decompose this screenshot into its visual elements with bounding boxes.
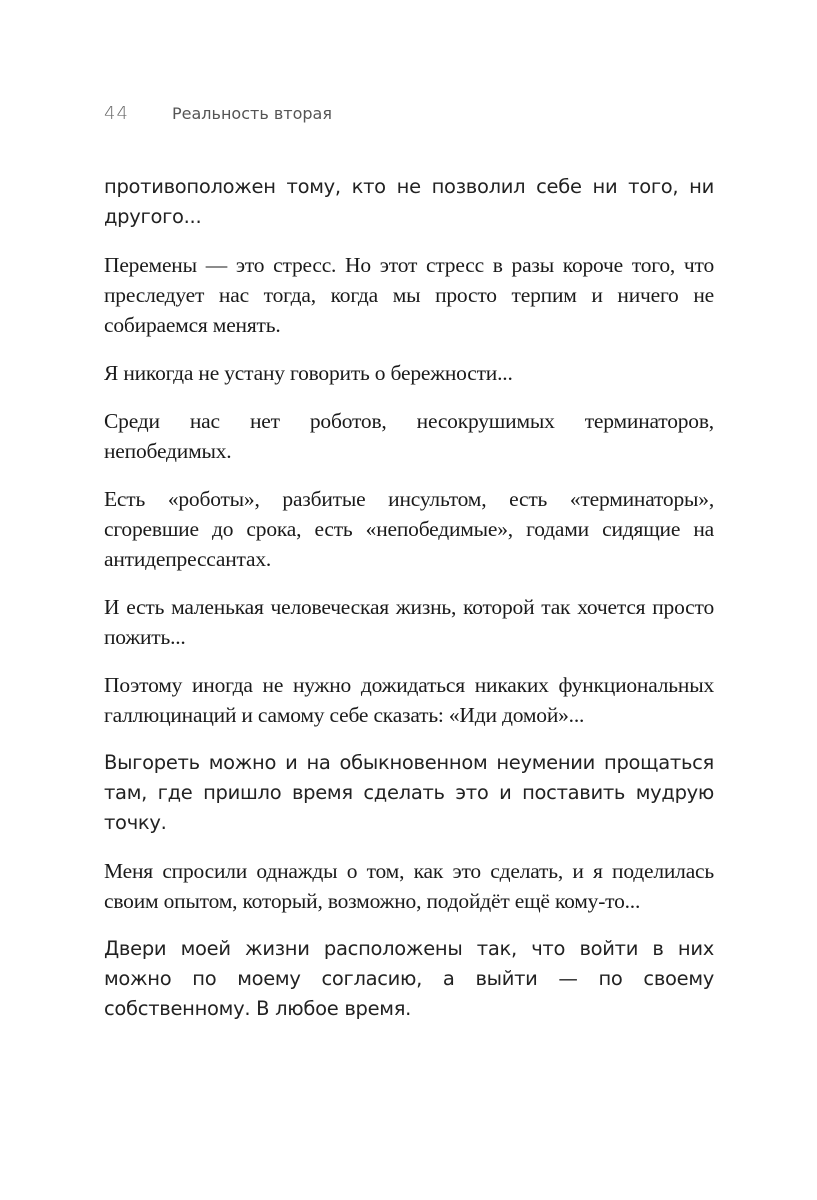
page-number: 44 bbox=[104, 103, 129, 124]
paragraph: Выгореть можно и на обыкновенном неумении прощаться там, где пришло время сделать это и поставить мудрую точку. bbox=[104, 751, 714, 834]
running-title: Реальность вторая bbox=[172, 104, 332, 123]
paragraph: Есть «роботы», разбитые инсультом, есть «терминаторы», сгоревшие до срока, есть «непобедимые», годами сидящие на антидепрессантах. bbox=[104, 487, 714, 571]
paragraph: Я никогда не устану говорить о бережности... bbox=[104, 361, 513, 385]
body-text bbox=[104, 172, 714, 1042]
paragraph: Двери моей жизни расположены так, что войти в них можно по моему согласию, а выйти — по своему собственному. В любое время. bbox=[104, 937, 714, 1020]
paragraph: противоположен тому, кто не позволил себе ни того, ни другого... bbox=[104, 175, 714, 228]
paragraph: Меня спросили однажды о том, как это сделать, и я поделилась своим опытом, который, возможно, подойдёт ещё кому-то... bbox=[104, 859, 714, 913]
paragraph: Поэтому иногда не нужно дожидаться никаких функциональных галлюцинаций и самому себе сказать: «Иди домой»... bbox=[104, 673, 714, 727]
paragraph: Перемены — это стресс. Но этот стресс в разы короче того, что преследует нас тогда, когда мы просто терпим и ничего не собираемся менять. bbox=[104, 253, 714, 337]
paragraph: Среди нас нет роботов, несокрушимых терминаторов, непобедимых. bbox=[104, 409, 714, 463]
running-head bbox=[104, 103, 332, 131]
paragraph: И есть маленькая человеческая жизнь, которой так хочется просто пожить... bbox=[104, 595, 714, 649]
